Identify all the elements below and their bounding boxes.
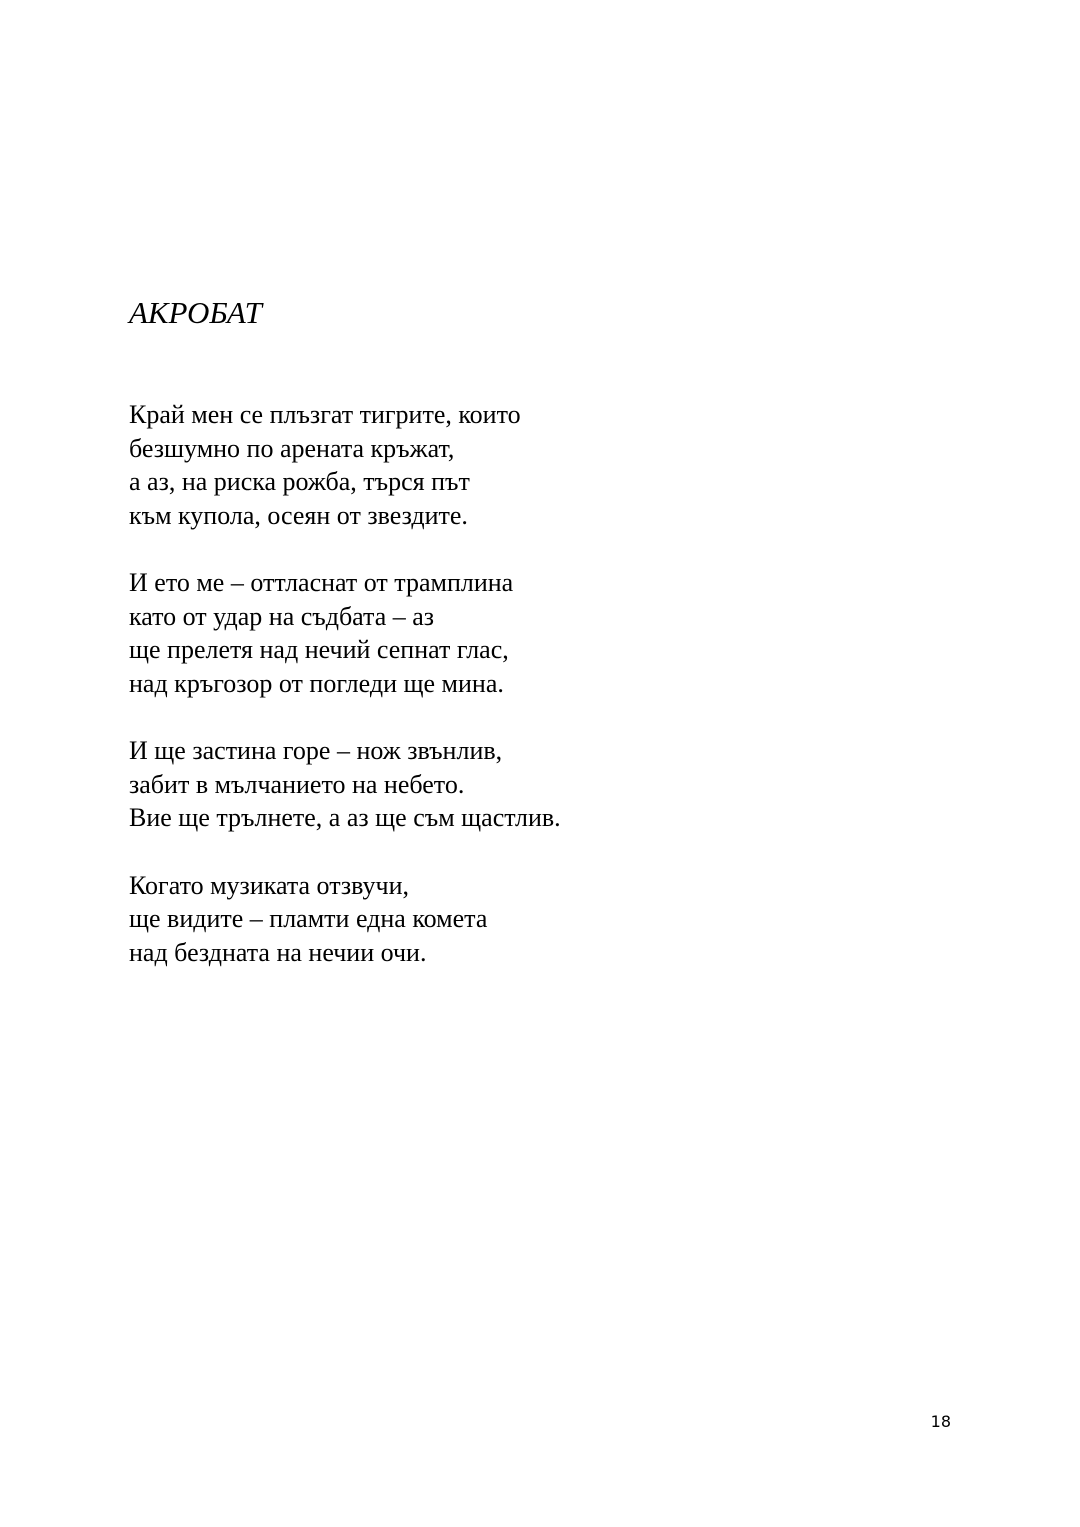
poem-line: И ето ме – оттласнат от трамплина bbox=[129, 568, 514, 597]
poem-line: ще видите – пламти една комета bbox=[129, 904, 488, 933]
poem-line: безшумно по арената кръжат, bbox=[129, 433, 455, 463]
stanza-1 bbox=[129, 398, 929, 532]
poem-line: а аз, на риска рожба, търся път bbox=[129, 467, 470, 496]
poem-line: Край мен се плъзгат тигрите, които bbox=[129, 400, 521, 429]
page-number: 18 bbox=[930, 1412, 951, 1431]
poem-line: ще прелетя над нечий сепнат глас, bbox=[129, 635, 509, 664]
poem-line: към купола, осеян от звездите. bbox=[129, 500, 468, 530]
stanza-3 bbox=[129, 734, 929, 835]
poem-line: Вие ще трълнете, а аз ще съм щастлив. bbox=[129, 803, 561, 832]
poem-line: над кръгозор от погледи ще мина. bbox=[129, 668, 504, 698]
poem-line: като от удар на съдбата – аз bbox=[129, 601, 435, 631]
poem-title: АКРОБАТ bbox=[129, 295, 262, 330]
poem-line: над бездната на нечии очи. bbox=[129, 937, 427, 967]
poem-body bbox=[129, 398, 929, 1003]
stanza-4 bbox=[129, 869, 929, 970]
poem-line: Когато музиката отзвучи, bbox=[129, 870, 410, 900]
poem-line: И ще застина горе – нож звънлив, bbox=[129, 736, 503, 765]
stanza-2 bbox=[129, 566, 929, 700]
poem-line: забит в мълчанието на небето. bbox=[129, 769, 465, 799]
